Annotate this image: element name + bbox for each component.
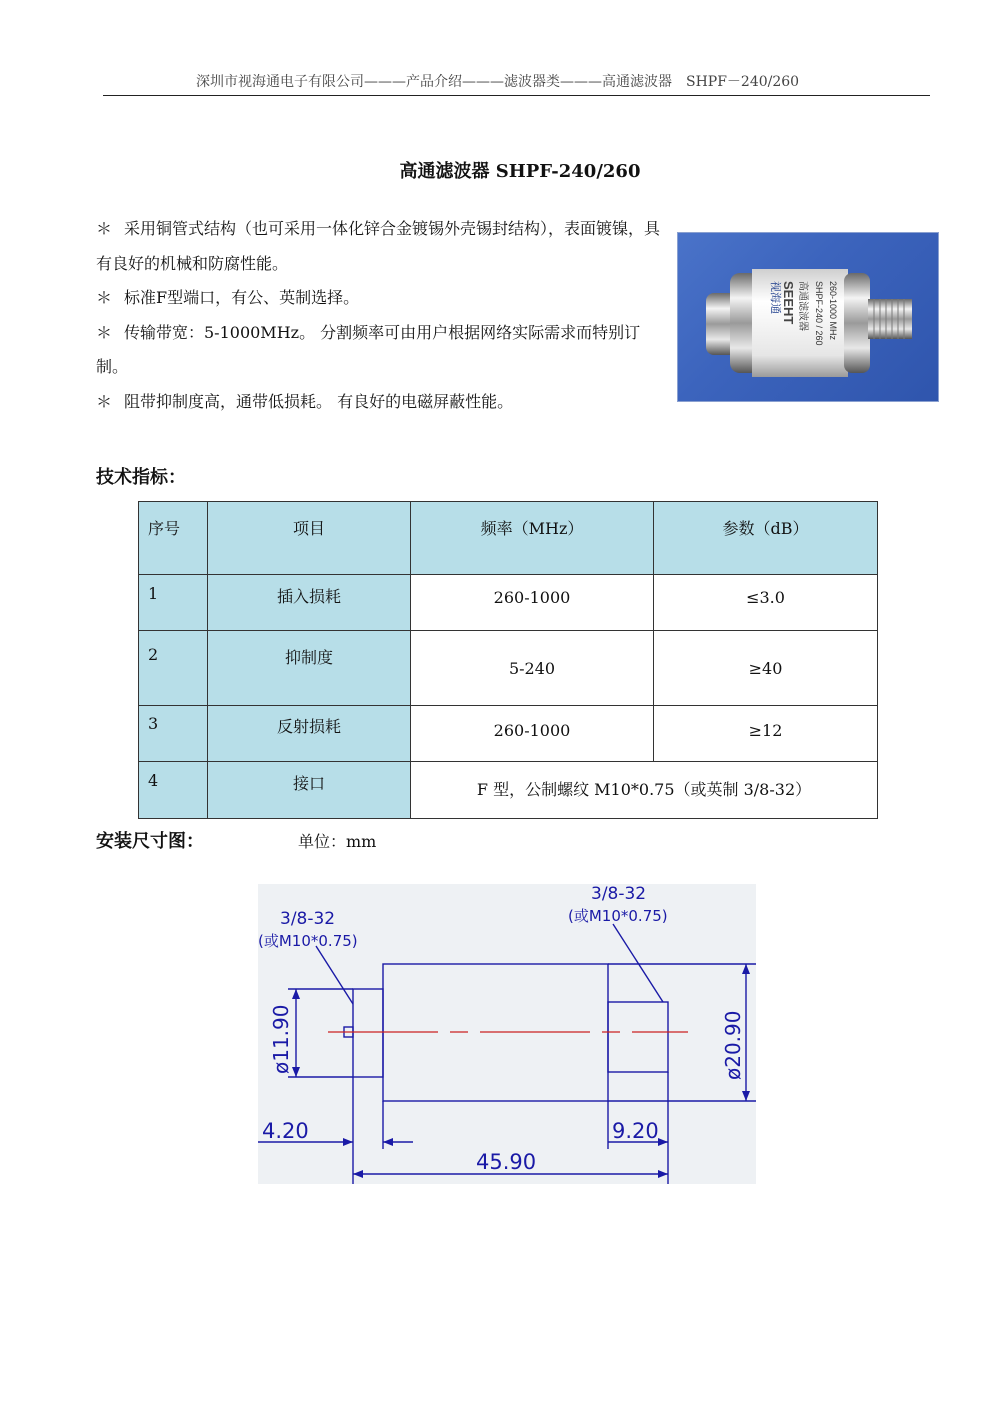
right-thread-outline [608,1002,668,1072]
page-header: 深圳市视海通电子有限公司———产品介绍———滤波器类———高通滤波器 SHPF－240/260 [196,74,800,90]
dia-large-label: ø20.90 [721,1010,745,1080]
header-cell: 序号 [139,502,208,575]
header-cell: 参数（dB） [654,502,878,575]
spec-table [138,501,878,819]
len-left-label: 4.20 [262,1119,309,1143]
thread-left-alt-label: (或M10*0.75) [258,932,358,950]
thread-right-label: 3/8-32 [591,884,647,904]
photo-label-band: 260-1000 MHz [828,281,838,341]
thread-left-label: 3/8-32 [280,909,336,929]
right-thread-shape [868,299,912,339]
table-row: 3 反射损耗 260-1000 ≥12 [139,706,878,762]
interface-cell: F 型，公制螺纹 M10*0.75（或英制 3/8-32） [411,762,878,819]
photo-label-model: SHPF-240 / 260 [814,281,824,346]
product-photo [677,232,939,402]
spec-heading: 技术指标： [96,467,186,488]
thread-right-alt-label: (或M10*0.75) [568,907,668,925]
photo-label-type: 高通滤波器 [797,281,808,331]
feature-item: ＊ 阻带抑制度高，通带低损耗。 有良好的电磁屏蔽性能。 [96,391,514,411]
dimension-drawing-svg [258,884,756,1184]
table-header-row [139,502,878,575]
product-photo-illustration [678,233,938,401]
install-heading: 安装尺寸图： [96,831,204,852]
feature-list [96,212,668,419]
table-row: 1 插入损耗 260-1000 ≤3.0 [139,575,878,631]
feature-item: ＊ 标准F型端口，有公、英制选择。 [96,288,360,307]
len-total-label: 45.90 [476,1150,537,1174]
dia-small-label: ø11.90 [269,1004,293,1074]
feature-item: ＊ 传输带宽：5-1000MHz。 分割频率可由用户根据网络实际需求而特别订制。 [96,322,641,376]
photo-label-brand: 视海通 [769,281,781,314]
left-connector-outline [353,989,383,1077]
feature-item: ＊ 采用铜管式结构（也可采用一体化锌合金镀锡外壳锡封结构），表面镀镍，具有良好的机械和防腐性能。 [96,219,661,273]
table-row: 2 抑制度 5-240 ≥40 [139,631,878,706]
right-endcap-shape [844,273,870,373]
unit-label: 单位：mm [298,832,377,851]
header-cell: 频率（MHz） [411,502,654,575]
dimension-drawing [258,884,756,1184]
header-cell: 项目 [208,502,411,575]
document-title: 高通滤波器 SHPF-240/260 [399,161,641,182]
table-row: 4 接口 F 型，公制螺纹 M10*0.75（或英制 3/8-32） [139,762,878,819]
len-right-label: 9.20 [612,1119,659,1143]
header-divider [103,95,930,96]
photo-label-en: SEEHT [781,281,796,325]
